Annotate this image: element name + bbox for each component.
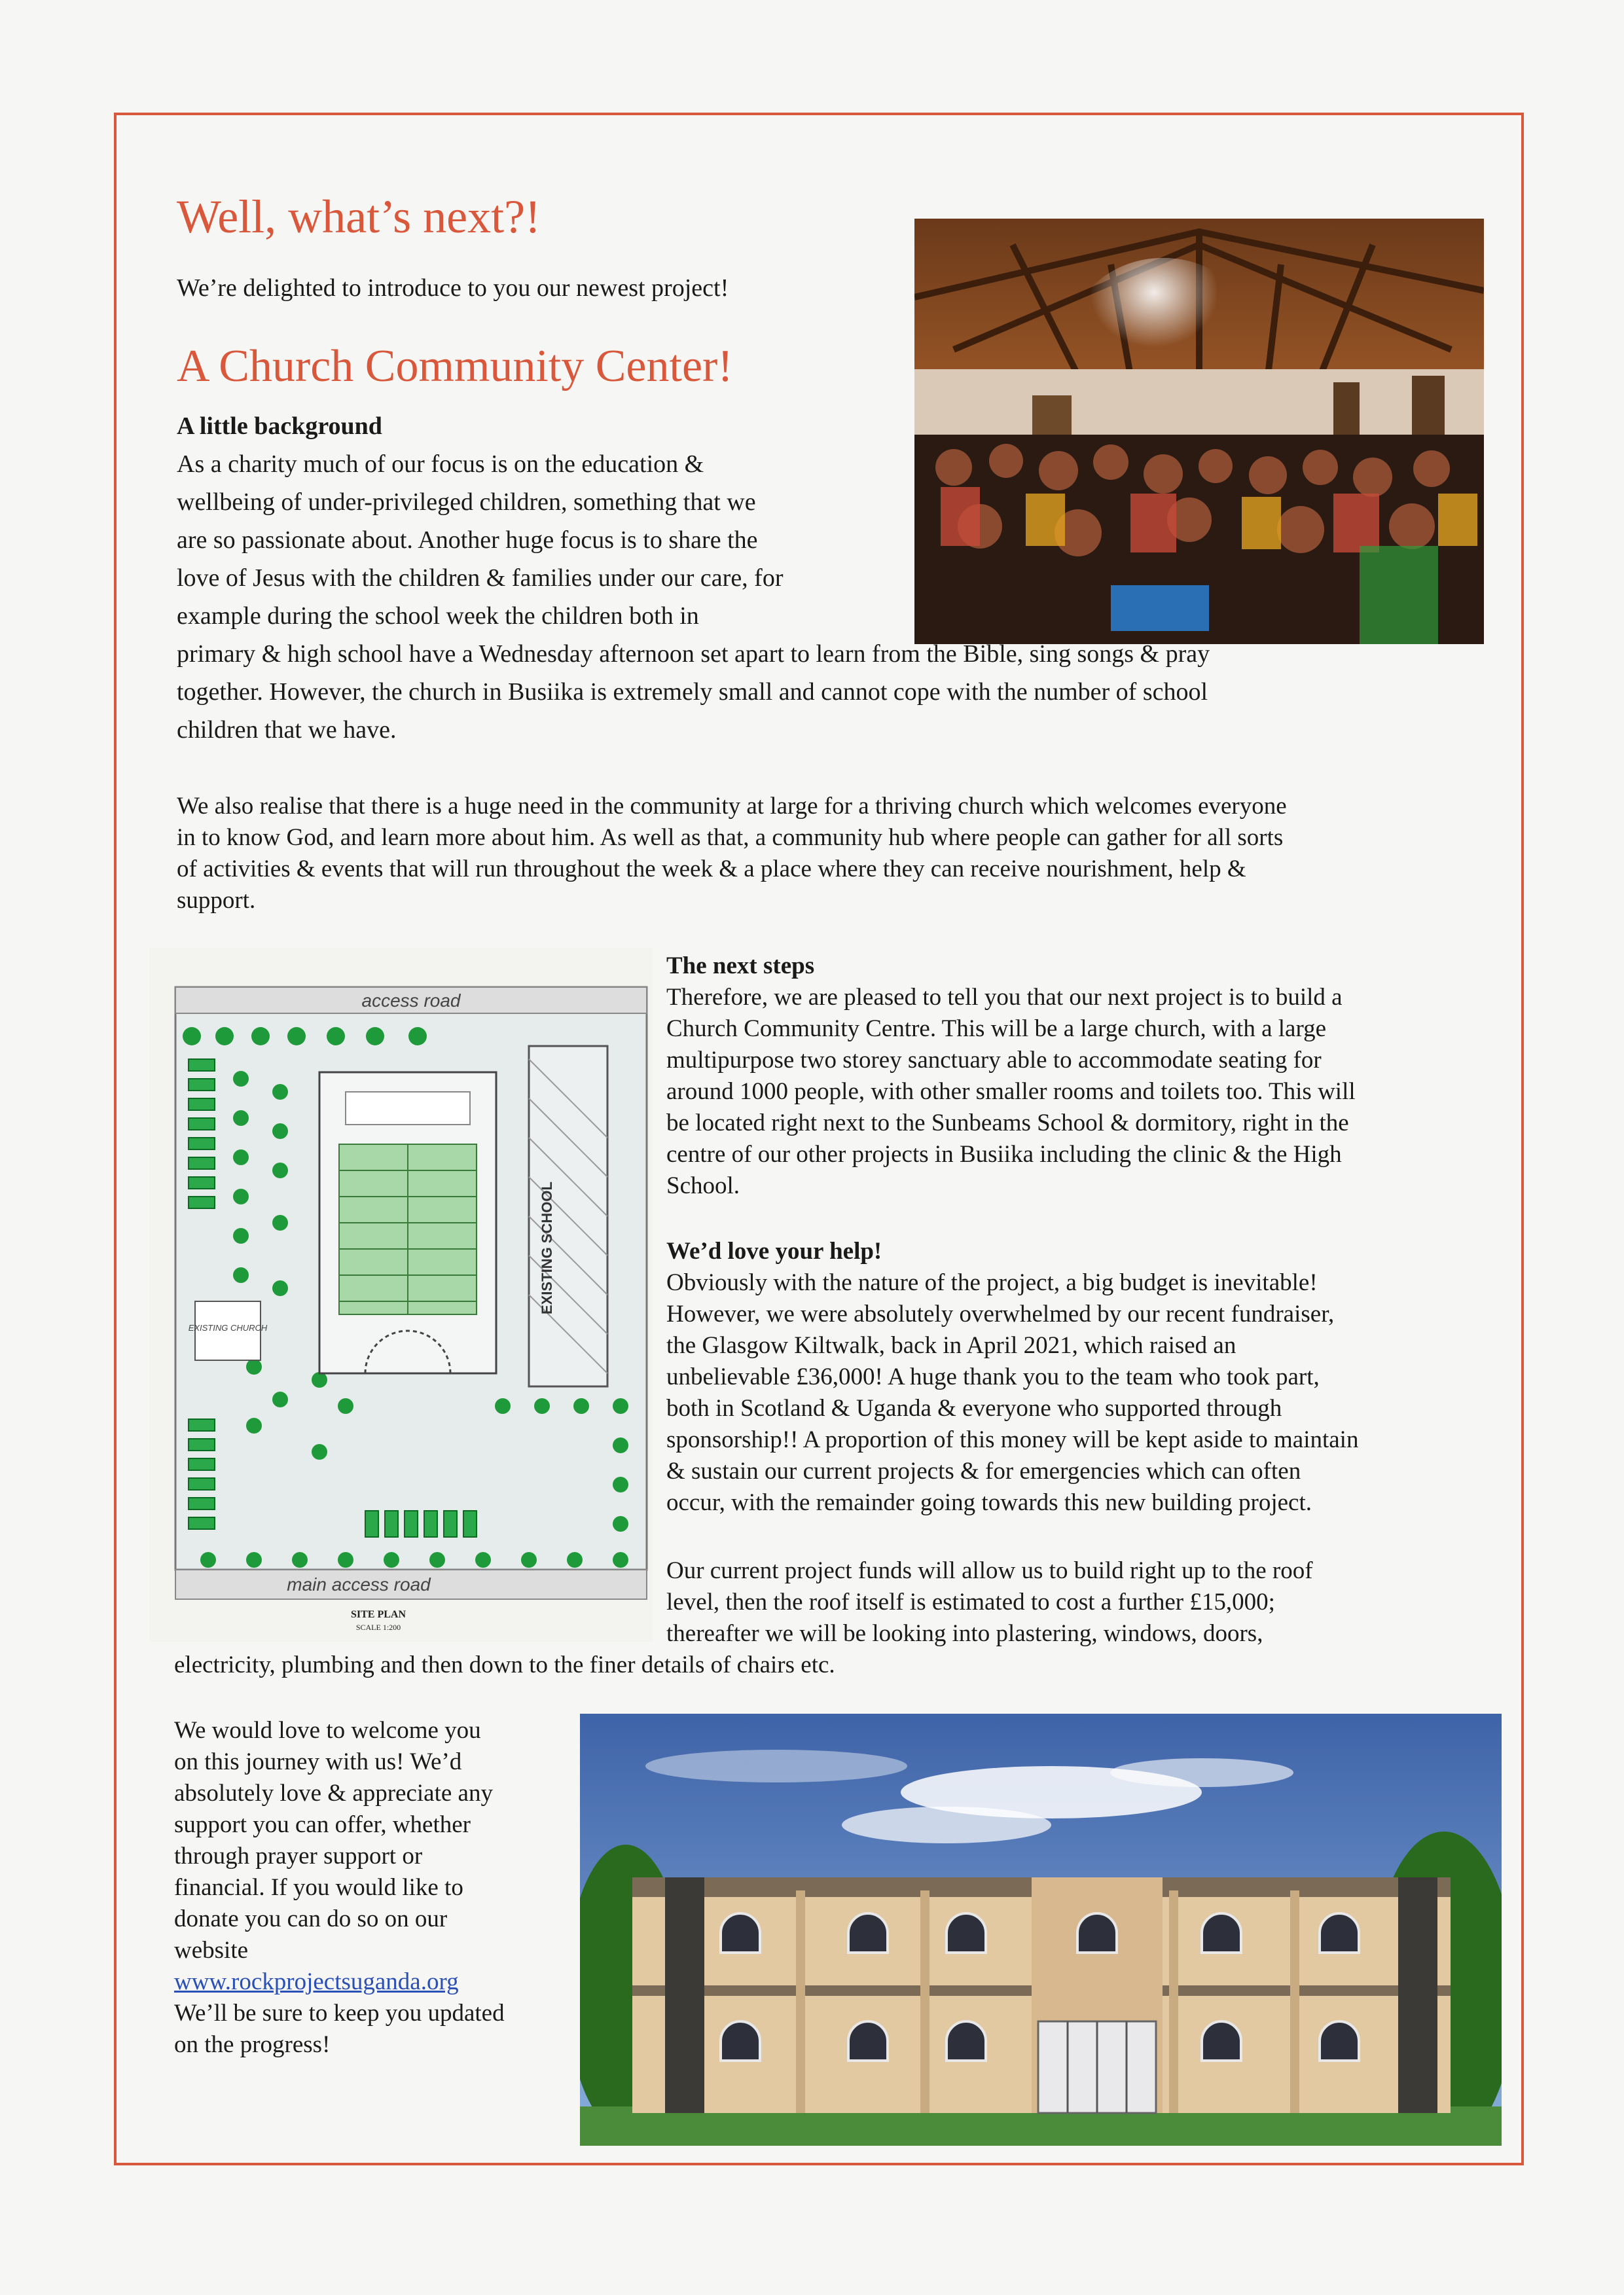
church-interior-photo [914, 219, 1484, 644]
help-title: We’d love your help! [666, 1238, 882, 1265]
background-line: together. However, the church in Busiika is extremely small and cannot cope with the number of school [177, 678, 1208, 706]
welcome-line: We would love to welcome you [174, 1717, 481, 1744]
building-render [580, 1714, 1502, 2146]
help-line: Obviously with the nature of the project, a big budget is inevitable! [666, 1269, 1318, 1296]
intro-text: We’re delighted to introduce to you our newest project! [177, 274, 729, 302]
welcome-line: through prayer support or [174, 1843, 423, 1870]
community-line: in to know God, and learn more about him. As well as that, a community hub where people can gather for all sorts [177, 824, 1284, 851]
welcome-line: support you can offer, whether [174, 1811, 471, 1838]
next-steps-line: be located right next to the Sunbeams School & dormitory, right in the [666, 1110, 1349, 1136]
welcome-end-line: We’ll be sure to keep you updated [174, 2000, 505, 2027]
project-heading: A Church Community Center! [177, 341, 733, 391]
background-line: example during the school week the children both in [177, 602, 699, 630]
next-steps-title: The next steps [666, 952, 815, 979]
next-steps-line: School. [666, 1172, 740, 1199]
main-access-road-label: main access road [287, 1574, 431, 1595]
site-plan-scale: SCALE 1:200 [355, 1623, 401, 1632]
help-line: unbelievable £36,000! A huge thank you to the team who took part, [666, 1364, 1320, 1390]
community-line: We also realise that there is a huge need in the community at large for a thriving church which welcomes everyone [177, 793, 1287, 820]
existing-school-label: EXISTING SCHOOL [539, 1182, 555, 1314]
website-link[interactable]: www.rockprojectsuganda.org [174, 1968, 459, 1995]
help-line: sponsorship!! A proportion of this money will be kept aside to maintain [666, 1426, 1359, 1453]
existing-church-label: EXISTING CHURCH [188, 1323, 268, 1333]
welcome-line: financial. If you would like to [174, 1874, 463, 1901]
welcome-line: on this journey with us! We’d [174, 1748, 462, 1775]
help-line: However, we were absolutely overwhelmed by our recent fundraiser, [666, 1301, 1335, 1328]
welcome-line: website [174, 1937, 249, 1964]
background-line: primary & high school have a Wednesday afternoon set apart to learn from the Bible, sing songs & pray [177, 640, 1210, 668]
background-line: children that we have. [177, 716, 397, 744]
help-line: both in Scotland & Uganda & everyone who supported through [666, 1395, 1282, 1422]
main-heading: Well, what’s next?! [177, 190, 541, 243]
help-line: occur, with the remainder going towards this new building project. [666, 1489, 1312, 1516]
next-steps-line: centre of our other projects in Busiika including the clinic & the High [666, 1141, 1342, 1168]
funds-line: Our current project funds will allow us to build right up to the roof [666, 1557, 1313, 1584]
access-road-label: access road [361, 990, 461, 1011]
background-line: love of Jesus with the children & families under our care, for [177, 564, 784, 592]
next-steps-line: around 1000 people, with other smaller rooms and toilets too. This will [666, 1078, 1356, 1105]
funds-line: level, then the roof itself is estimated to cost a further £15,000; [666, 1589, 1275, 1616]
background-line: As a charity much of our focus is on the education & [177, 450, 704, 478]
community-line: support. [177, 887, 256, 914]
background-title: A little background [177, 412, 382, 440]
welcome-line: donate you can do so on our [174, 1906, 448, 1932]
community-line: of activities & events that will run throughout the week & a place where they can receive nourishment, help & [177, 856, 1246, 882]
next-steps-line: Therefore, we are pleased to tell you that our next project is to build a [666, 984, 1343, 1011]
background-line: are so passionate about. Another huge focus is to share the [177, 526, 758, 554]
background-line: wellbeing of under-privileged children, something that we [177, 488, 756, 516]
next-steps-line: Church Community Centre. This will be a large church, with a large [666, 1015, 1327, 1042]
help-line: the Glasgow Kiltwalk, back in April 2021, which raised an [666, 1332, 1236, 1359]
welcome-line: absolutely love & appreciate any [174, 1780, 493, 1807]
help-line: & sustain our current projects & for emergencies which can often [666, 1458, 1301, 1485]
funds-line: thereafter we will be looking into plastering, windows, doors, [666, 1620, 1263, 1647]
site-plan-title: SITE PLAN [350, 1609, 406, 1620]
welcome-end-line: on the progress! [174, 2031, 331, 2058]
funds-last-line: electricity, plumbing and then down to the finer details of chairs etc. [174, 1652, 835, 1678]
next-steps-line: multipurpose two storey sanctuary able to accommodate seating for [666, 1047, 1322, 1074]
site-plan [149, 948, 653, 1642]
